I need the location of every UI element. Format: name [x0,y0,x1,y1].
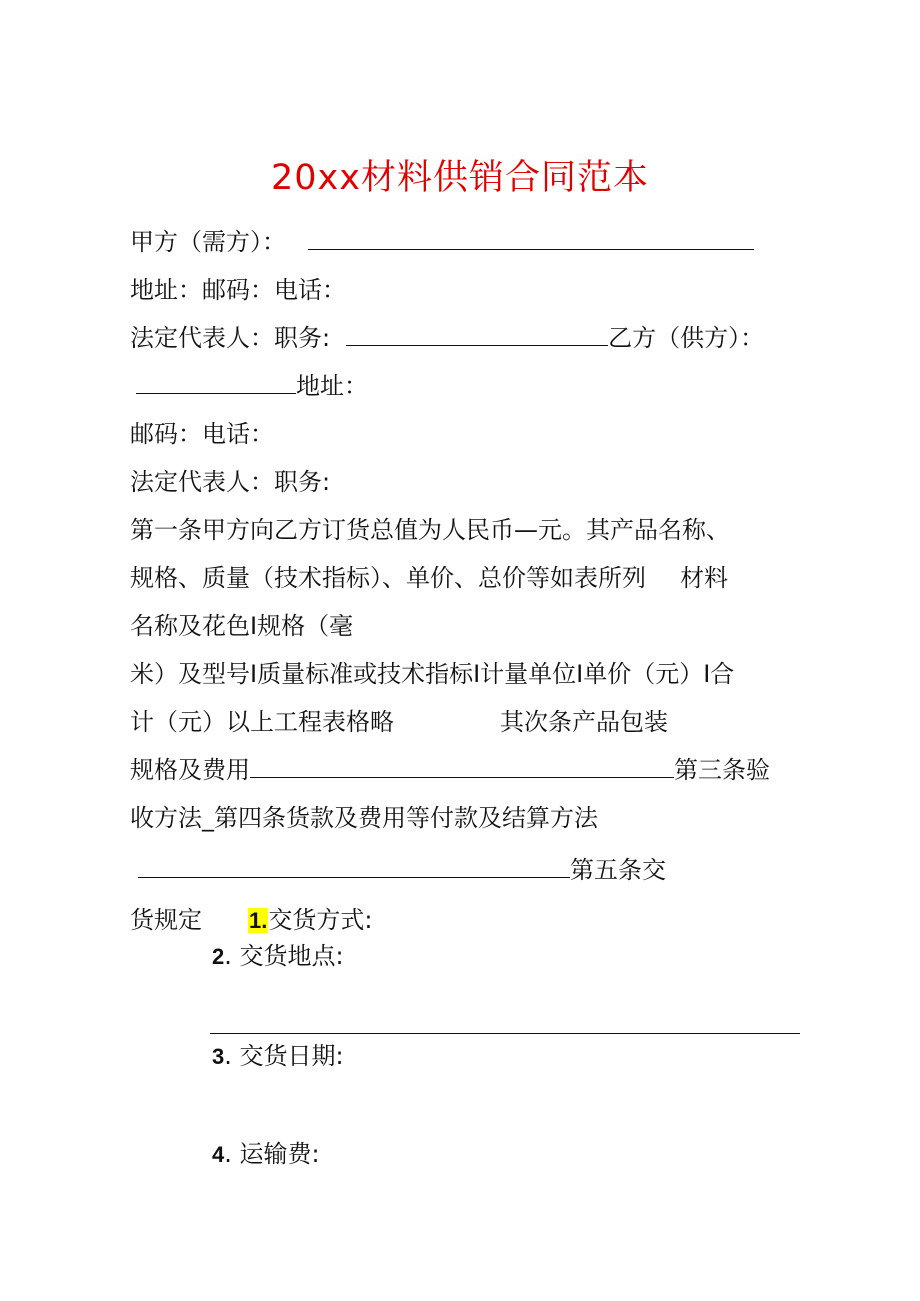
article-3-4-line: 收方法_第四条货款及费用等付款及结算方法 [130,804,598,832]
article-1-text: 规格、质量（技术指标）、单价、总价等如表所列 [130,564,646,592]
article-1-line-4: 米）及型号I质量标准或技术指标I计量单位I单价（元）I合 [130,660,735,688]
item-1-text: 交货方式: [268,906,373,934]
item-1-number: 1. [249,908,268,933]
party-a-rep-blank [346,323,608,346]
article-1-line-1: 第一条甲方向乙方订货总值为人民币—元。其产品名称、 [130,516,730,544]
party-a-blank [308,227,754,250]
delivery-label: 货规定 [130,906,202,934]
table-omitted-text: 计（元）以上工程表格略 [130,708,394,736]
item-4-text: . 运输费: [224,1140,320,1168]
item-3-number: 3 [212,1044,225,1069]
party-a-rep-label: 法定代表人：职务: [130,324,331,352]
item-4-line [212,1138,320,1171]
party-b-blank [136,371,296,394]
article-5-heading: 第五条交 [570,856,666,884]
article-2-line [130,754,770,786]
article-1-line-2 [130,562,728,594]
party-b-rep-line: 法定代表人：职务: [130,468,331,496]
party-a-line [130,226,754,258]
party-a-contact-line: 地址：邮码：电话： [130,276,346,304]
payment-blank [138,855,570,878]
packaging-blank [250,755,674,778]
party-b-label: 乙方（供方）： [608,324,765,352]
article-2-heading: 其次条产品包装 [500,708,668,736]
delivery-location-blank [210,1033,800,1034]
article-5-line [138,854,666,886]
party-b-contact-line: 邮码：电话： [130,420,274,448]
item-2-number: 2 [212,944,225,969]
article-3-heading: 第三条验 [674,756,770,784]
item-4-number: 4 [212,1142,225,1167]
article-1-line-3: 名称及花色I规格（毫 [130,612,354,640]
item-3-text: . 交货日期: [224,1042,344,1070]
party-b-address-label: 地址： [296,372,368,400]
delivery-line [130,904,372,937]
item-2-line [212,940,344,973]
party-b-address-line [136,370,368,402]
materials-text: 材料 [680,564,728,592]
contract-title: 20xx材料供销合同范本 [271,158,649,198]
article-1-line-5 [130,706,668,738]
packaging-label: 规格及费用 [130,756,250,784]
item-2-text: . 交货地点: [224,942,344,970]
party-a-label: 甲方（需方）： [130,228,286,256]
party-a-rep-line [130,322,764,354]
item-3-line [212,1040,344,1073]
